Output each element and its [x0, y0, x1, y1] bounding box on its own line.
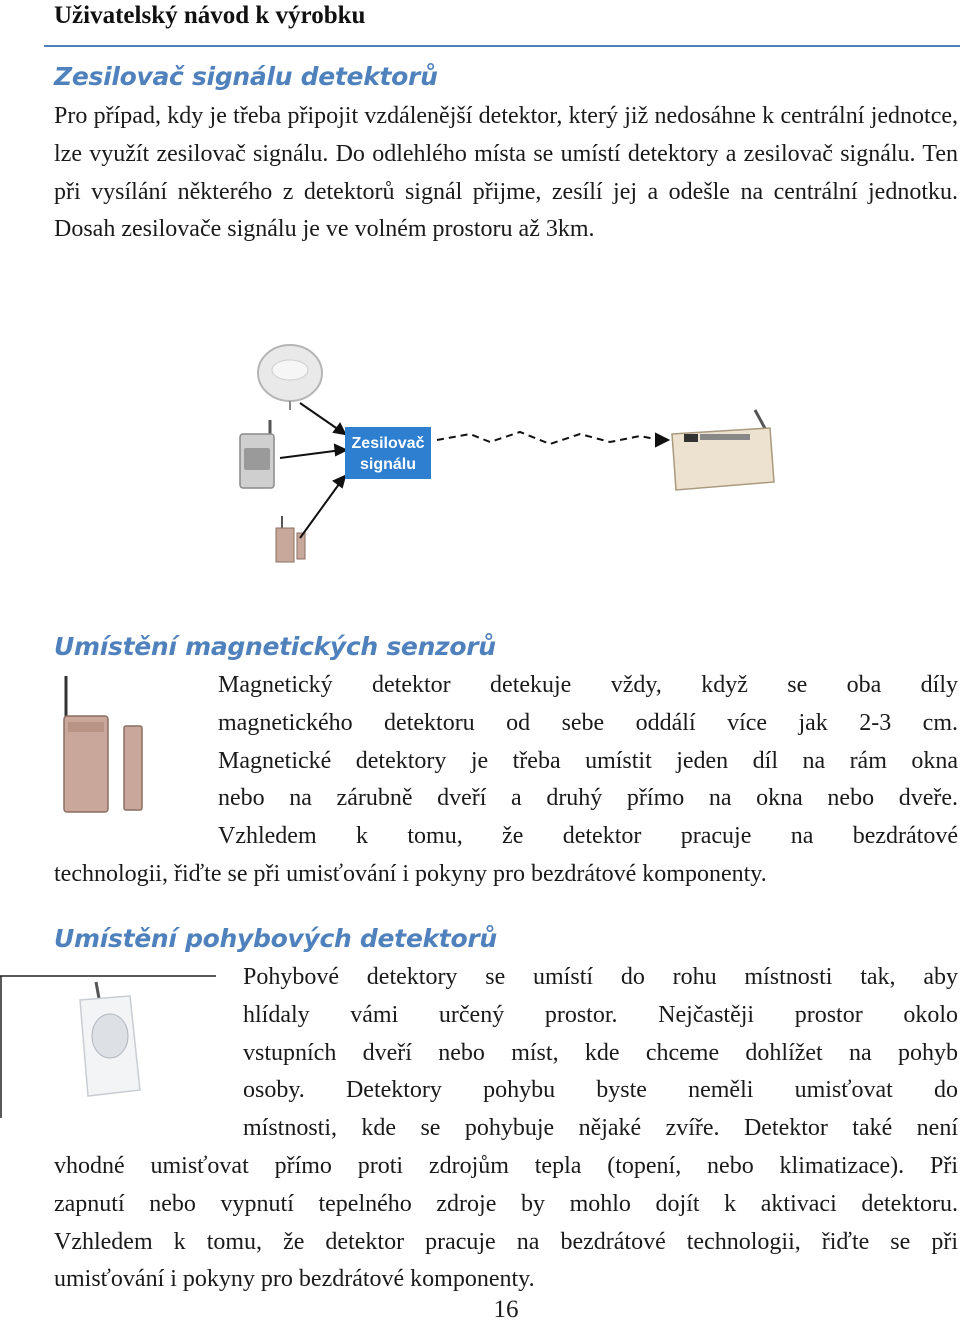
amplifier-label-line2: signálu: [359, 456, 417, 473]
text-line: Pohybové detektory se umístí do rohu místnosti tak, aby: [243, 964, 958, 990]
paragraph-motion-detectors-full: [54, 1148, 958, 1299]
header-divider: [44, 45, 960, 47]
text-line: osoby. Detektory pohybu byste neměli umisťovat do: [243, 1077, 958, 1104]
motion-detector-icon: [240, 420, 274, 488]
section-heading-motion-detectors: Umístění pohybových detektorů: [54, 924, 497, 953]
text-line: magnetického detektoru od sebe oddálí více jak 2-3 cm.: [218, 709, 958, 736]
central-unit-icon: [672, 410, 774, 490]
text-line: Vzhledem k tomu, že detektor pracuje na bezdrátové technologii, řiďte se při: [54, 1228, 958, 1255]
text-line: Magnetické detektory je třeba umístit jeden díl na rám okna: [218, 747, 958, 774]
text-line: místnosti, kde se pohybuje nějaké zvíře. Detektor také není: [243, 1115, 958, 1142]
text-line: zapnutí nebo vypnutí tepelného zdroje by mohlo dojít k aktivaci detektoru.: [54, 1190, 958, 1217]
section-heading-signal-amplifier: Zesilovač signálu detektorů: [54, 62, 438, 91]
signal-amplifier-diagram: [0, 330, 960, 630]
section-heading-magnetic-sensors: Umístění magnetických senzorů: [54, 632, 496, 661]
text-line: Vzhledem k tomu, že detektor pracuje na bezdrátové: [218, 823, 958, 850]
text-line: vstupních dveří nebo míst, kde chceme dohlížet na pohyb: [243, 1039, 958, 1066]
signal-arrows: [280, 403, 668, 538]
paragraph-motion-detectors-indented: [243, 959, 958, 1148]
document-header-title: Uživatelský návod k výrobku: [54, 2, 366, 29]
text-line: nebo na zárubně dveří a druhý přímo na okna nebo dveře.: [218, 785, 958, 812]
text-line: vhodné umisťovat přímo proti zdrojům tepla (topení, nebo klimatizace). Při: [54, 1153, 958, 1179]
motion-detector-image: [0, 970, 220, 1120]
text-line: technologii, řiďte se při umisťování i pokyny pro bezdrátové komponenty.: [54, 861, 767, 887]
paragraph-signal-amplifier: Pro případ, kdy je třeba připojit vzdálenější detektor, který již nedosáhne k centrální jednotce, lze využít zesilovač signálu. Do odlehlého místa se umístí detektory a zesilovač signálu. Ten při vysílání některého z detektorů signál přijme, zesílí jej a odešle na centrální jednotku. Dosah zesilovače signálu je ve volném prostoru až 3km.: [54, 103, 958, 243]
page-number: 16: [493, 1296, 519, 1323]
paragraph-magnetic-sensors-indented: [218, 667, 958, 856]
text-line: umisťování i pokyny pro bezdrátové komponenty.: [54, 1266, 535, 1293]
door-sensor-icon: [276, 516, 305, 562]
text-line: hlídaly vámi určený prostor. Nejčastěji prostor okolo: [243, 1001, 958, 1028]
amplifier-label-line1: Zesilovač: [351, 435, 425, 452]
smoke-detector-icon: [258, 345, 322, 410]
text-line: Magnetický detektor detekuje vždy, když se oba díly: [218, 672, 958, 698]
magnetic-sensor-image: [56, 672, 156, 822]
